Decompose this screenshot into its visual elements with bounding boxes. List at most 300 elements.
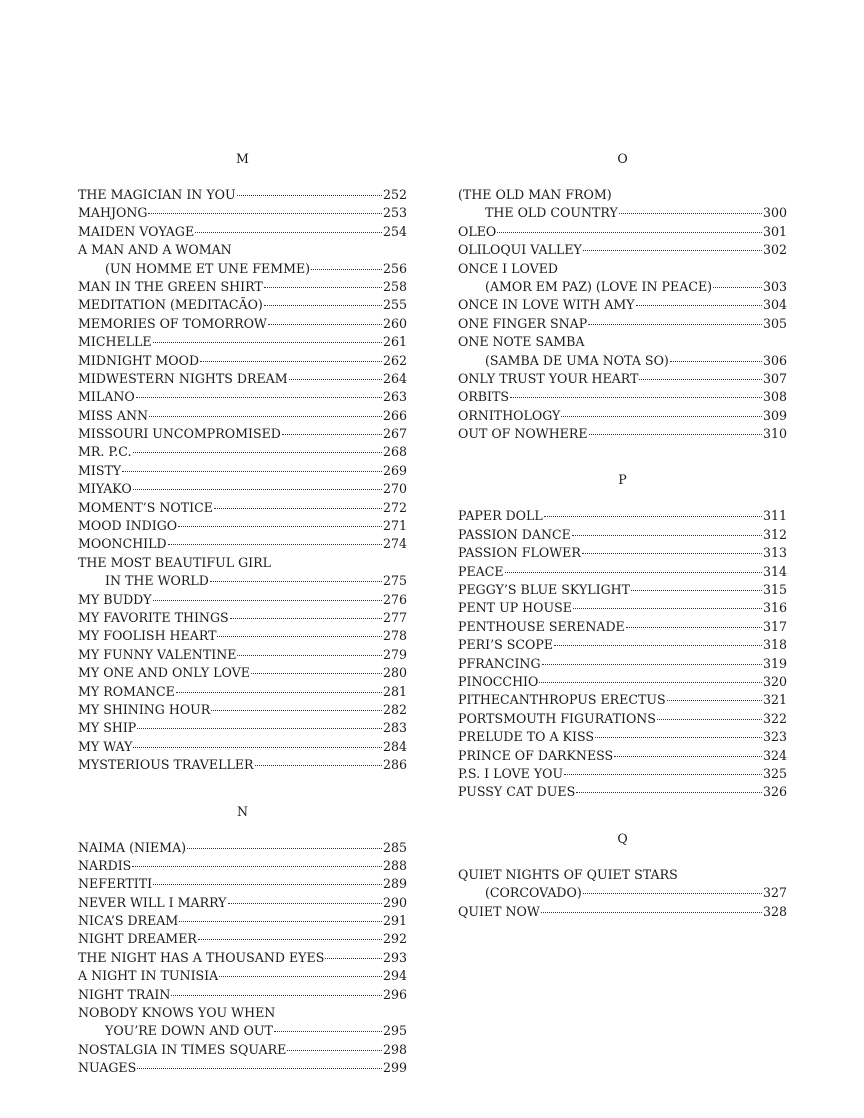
index-entry <box>458 783 787 801</box>
entry-line <box>78 857 407 875</box>
entry-page-number: 324 <box>762 747 787 763</box>
entry-page-number: 289 <box>382 876 407 892</box>
entry-page-number: 258 <box>382 278 407 294</box>
dot-leader <box>582 553 762 554</box>
index-entry <box>78 535 407 553</box>
entry-title: QUIET NOW <box>458 903 540 919</box>
index-entry <box>458 599 787 617</box>
entry-line <box>458 223 787 241</box>
entry-line <box>78 664 407 682</box>
entry-page-number: 288 <box>382 857 407 873</box>
entry-title: MISSOURI UNCOMPROMISED <box>78 426 281 442</box>
entry-title-continuation: (CORCOVADO) <box>485 885 582 901</box>
dot-leader <box>251 673 382 674</box>
entry-title: PASSION FLOWER <box>458 545 581 561</box>
dot-leader <box>237 655 382 656</box>
index-entry <box>78 738 407 756</box>
entry-title: MR. P.C. <box>78 444 132 460</box>
entry-title: A NIGHT IN TUNISIA <box>78 968 219 984</box>
entry-line <box>78 223 407 241</box>
index-entry <box>458 315 787 333</box>
entry-line <box>78 875 407 893</box>
entry-title: NEVER WILL I MARRY <box>78 894 227 910</box>
entry-title-continuation: (AMOR EM PAZ) (LOVE IN PEACE) <box>485 278 713 294</box>
index-entry <box>458 425 787 443</box>
index-entry <box>78 591 407 609</box>
entry-page-number: 304 <box>762 297 787 313</box>
entry-title-continuation: (UN HOMME ET UNE FEMME) <box>105 260 311 276</box>
entry-title: PRINCE OF DARKNESS <box>458 747 614 763</box>
index-entry <box>458 241 787 259</box>
dot-leader <box>287 1050 382 1051</box>
dot-leader <box>657 719 762 720</box>
index-entry <box>458 728 787 746</box>
entry-line <box>78 1022 407 1040</box>
entry-page-number: 301 <box>762 223 787 239</box>
dot-leader <box>198 939 382 940</box>
entry-title: MICHELLE <box>78 334 152 350</box>
entry-line <box>458 691 787 709</box>
entry-page-number: 292 <box>382 931 407 947</box>
entry-page-number: 308 <box>762 389 787 405</box>
entry-line <box>78 683 407 701</box>
entry-page-number: 275 <box>382 573 407 589</box>
index-section-o <box>458 150 787 443</box>
dot-leader <box>268 324 382 325</box>
index-entry <box>78 967 407 985</box>
entry-line <box>78 719 407 737</box>
entry-title: NIGHT DREAMER <box>78 931 197 947</box>
entry-page-number: 326 <box>762 784 787 800</box>
index-entry <box>78 986 407 1004</box>
entry-title: NAIMA (NIEMA) <box>78 839 187 855</box>
dot-leader <box>576 792 762 793</box>
entry-line <box>78 646 407 664</box>
entry-title: MIDWESTERN NIGHTS DREAM <box>78 370 288 386</box>
entry-line <box>78 480 407 498</box>
entry-line <box>458 636 787 654</box>
dot-leader <box>667 700 762 701</box>
entry-title: NOSTALGIA IN TIMES SQUARE <box>78 1041 287 1057</box>
entry-page-number: 269 <box>382 462 407 478</box>
entry-line <box>78 591 407 609</box>
entry-line <box>458 296 787 314</box>
section-letter-heading: Q <box>617 830 628 846</box>
dot-leader <box>211 710 382 711</box>
entry-title: MISTY <box>78 462 122 478</box>
entry-page-number: 290 <box>382 894 407 910</box>
dot-leader <box>554 645 762 646</box>
entry-page-number: 318 <box>762 637 787 653</box>
entry-line <box>78 425 407 443</box>
entry-page-number: 300 <box>762 205 787 221</box>
dot-leader <box>179 921 382 922</box>
entry-title: A MAN AND A WOMAN <box>78 242 232 258</box>
dot-leader <box>214 508 382 509</box>
index-entry <box>78 223 407 241</box>
entry-title-continuation: THE OLD COUNTRY <box>485 205 618 221</box>
entry-page-number: 325 <box>762 765 787 781</box>
entry-page-number: 256 <box>382 260 407 276</box>
index-entry <box>458 765 787 783</box>
index-entry <box>78 388 407 406</box>
entry-title: MY WAY <box>78 738 133 754</box>
entry-title: PERI’S SCOPE <box>458 637 554 653</box>
index-entry <box>78 517 407 535</box>
entry-line <box>78 296 407 314</box>
dot-leader <box>636 305 762 306</box>
entry-title: MYSTERIOUS TRAVELLER <box>78 757 254 773</box>
entry-page-number: 281 <box>382 683 407 699</box>
entry-list <box>78 186 407 775</box>
entry-line <box>78 204 407 222</box>
dot-leader <box>171 995 382 996</box>
entry-line <box>458 507 787 525</box>
entry-title: MEMORIES OF TOMORROW <box>78 315 267 331</box>
index-entry <box>458 260 787 297</box>
entry-title: ORBITS <box>458 389 510 405</box>
entry-title: PENT UP HOUSE <box>458 600 572 616</box>
index-entry <box>78 609 407 627</box>
entry-line <box>458 581 787 599</box>
index-entry <box>78 443 407 461</box>
dot-leader <box>619 213 762 214</box>
entry-line <box>458 563 787 581</box>
entry-title: OLILOQUI VALLEY <box>458 242 582 258</box>
entry-line <box>458 599 787 617</box>
index-entry <box>458 388 787 406</box>
entry-page-number: 302 <box>762 242 787 258</box>
index-entry <box>458 618 787 636</box>
dot-leader <box>153 600 382 601</box>
entry-title: OLEO <box>458 223 497 239</box>
entry-title: PITHECANTHROPUS ERECTUS <box>458 692 666 708</box>
dot-leader <box>713 287 762 288</box>
entry-page-number: 283 <box>382 720 407 736</box>
index-entry <box>78 499 407 517</box>
dot-leader <box>544 516 762 517</box>
index-entry <box>78 204 407 222</box>
dot-leader <box>282 434 382 435</box>
entry-line <box>458 728 787 746</box>
entry-title: MILANO <box>78 389 135 405</box>
entry-title-continuation: YOU’RE DOWN AND OUT <box>105 1023 273 1039</box>
entry-title: MY BUDDY <box>78 591 152 607</box>
index-entry <box>78 296 407 314</box>
entry-page-number: 286 <box>382 757 407 773</box>
dot-leader <box>539 682 762 683</box>
entry-line <box>458 655 787 673</box>
entry-page-number: 260 <box>382 315 407 331</box>
entry-page-number: 252 <box>382 187 407 202</box>
entry-page-number: 253 <box>382 205 407 221</box>
entry-page-number: 271 <box>382 518 407 534</box>
index-entry <box>458 370 787 388</box>
entry-title: MAHJONG <box>78 205 148 221</box>
index-entry <box>458 581 787 599</box>
index-entry <box>78 930 407 948</box>
index-entry <box>78 701 407 719</box>
index-entry <box>78 278 407 296</box>
entry-line <box>78 517 407 535</box>
entry-title: MOONCHILD <box>78 536 167 552</box>
dot-leader <box>588 324 762 325</box>
entry-page-number: 268 <box>382 444 407 460</box>
index-entry <box>78 912 407 930</box>
index-entry <box>458 223 787 241</box>
entry-title: MY FAVORITE THINGS <box>78 609 229 625</box>
entry-title: QUIET NIGHTS OF QUIET STARS <box>458 866 678 882</box>
entry-title: NOBODY KNOWS YOU WHEN <box>78 1005 276 1021</box>
entry-title-continuation: (SAMBA DE UMA NOTA SO) <box>485 352 669 368</box>
dot-leader <box>133 489 382 490</box>
index-entry <box>458 507 787 525</box>
entry-title: MY SHIP <box>78 720 137 736</box>
entry-line <box>78 572 407 590</box>
entry-page-number: 274 <box>382 536 407 552</box>
entry-line <box>78 186 407 204</box>
index-entry <box>458 655 787 673</box>
entry-page-number: 316 <box>762 600 787 616</box>
dot-leader <box>264 287 382 288</box>
entry-page-number: 303 <box>762 278 787 294</box>
entry-page-number: 261 <box>382 334 407 350</box>
index-entry <box>458 903 787 921</box>
entry-line <box>78 930 407 948</box>
entry-title: MY ROMANCE <box>78 683 175 699</box>
entry-line <box>458 544 787 562</box>
index-entry <box>78 894 407 912</box>
entry-page-number: 309 <box>762 407 787 423</box>
index-entry <box>78 554 407 591</box>
entry-line <box>78 315 407 333</box>
entry-page-number: 262 <box>382 352 407 368</box>
index-entry <box>78 241 407 278</box>
dot-leader <box>228 903 382 904</box>
entry-page-number: 323 <box>762 729 787 745</box>
entry-title: MAIDEN VOYAGE <box>78 223 195 239</box>
entry-title: PEGGY’S BLUE SKYLIGHT <box>458 582 631 598</box>
entry-line <box>458 710 787 728</box>
index-entry <box>78 407 407 425</box>
dot-leader <box>149 416 382 417</box>
entry-line <box>78 912 407 930</box>
entry-page-number: 272 <box>382 499 407 515</box>
entry-line <box>458 278 787 296</box>
entry-title: PENTHOUSE SERENADE <box>458 618 625 634</box>
entry-page-number: 267 <box>382 426 407 442</box>
index-entry <box>78 756 407 774</box>
entry-line <box>78 1041 407 1059</box>
dot-leader <box>595 737 762 738</box>
index-entry <box>78 480 407 498</box>
entry-title: MY SHINING HOUR <box>78 701 211 717</box>
entry-title: ONLY TRUST YOUR HEART <box>458 370 639 386</box>
entry-page-number: 296 <box>382 986 407 1002</box>
entry-line <box>458 526 787 544</box>
index-entry <box>458 563 787 581</box>
entry-line <box>458 884 787 902</box>
dot-leader <box>200 361 382 362</box>
entry-line <box>78 443 407 461</box>
entry-title: (THE OLD MAN FROM) <box>458 187 612 202</box>
entry-line <box>78 260 407 278</box>
entry-page-number: 255 <box>382 297 407 313</box>
entry-line <box>78 278 407 296</box>
dot-leader <box>639 379 762 380</box>
dot-leader <box>168 544 382 545</box>
entry-line <box>78 352 407 370</box>
entry-title: PEACE <box>458 563 504 579</box>
index-entry <box>78 646 407 664</box>
dot-leader <box>195 232 382 233</box>
index-entry <box>458 747 787 765</box>
entry-title: PORTSMOUTH FIGURATIONS <box>458 710 656 726</box>
index-entry <box>458 691 787 709</box>
dot-leader <box>176 692 382 693</box>
index-entry <box>458 636 787 654</box>
entry-page-number: 328 <box>762 903 787 919</box>
entry-page-number: 319 <box>762 655 787 671</box>
entry-line <box>458 747 787 765</box>
dot-leader <box>210 581 382 582</box>
section-letter-heading: P <box>618 472 627 488</box>
entry-line <box>458 204 787 222</box>
dot-leader <box>132 866 382 867</box>
index-entry <box>458 710 787 728</box>
index-entry <box>78 370 407 388</box>
entry-line <box>458 352 787 370</box>
dot-leader <box>136 397 382 398</box>
dot-leader <box>325 958 382 959</box>
entry-title: THE NIGHT HAS A THOUSAND EYES <box>78 949 325 965</box>
entry-line <box>78 462 407 480</box>
dot-leader <box>237 195 382 196</box>
dot-leader <box>510 397 762 398</box>
dot-leader <box>148 213 382 214</box>
entry-page-number: 312 <box>762 526 787 542</box>
right-column <box>458 150 787 949</box>
entry-line <box>78 1059 407 1077</box>
index-section-q <box>458 830 787 921</box>
index-entry <box>458 186 787 223</box>
entry-list <box>458 866 787 921</box>
entry-title-continuation: IN THE WORLD <box>105 573 209 589</box>
entry-page-number: 314 <box>762 563 787 579</box>
dot-leader <box>187 848 382 849</box>
entry-line <box>78 609 407 627</box>
entry-page-number: 278 <box>382 628 407 644</box>
entry-title: OUT OF NOWHERE <box>458 426 588 442</box>
entry-line <box>78 627 407 645</box>
index-entry <box>78 315 407 333</box>
entry-title: NEFERTITI <box>78 876 153 892</box>
entry-page-number: 276 <box>382 591 407 607</box>
dot-leader <box>670 361 762 362</box>
entry-page-number: 322 <box>762 710 787 726</box>
entry-line <box>78 333 407 351</box>
entry-line <box>78 370 407 388</box>
index-entry <box>78 627 407 645</box>
index-entry <box>458 333 787 370</box>
dot-leader <box>631 590 762 591</box>
entry-page-number: 294 <box>382 968 407 984</box>
entry-page-number: 270 <box>382 481 407 497</box>
section-letter-heading: M <box>236 151 249 166</box>
entry-page-number: 317 <box>762 618 787 634</box>
entry-title: NUAGES <box>78 1060 137 1076</box>
entry-line <box>78 839 407 857</box>
entry-line <box>78 738 407 756</box>
entry-line <box>458 673 787 691</box>
dot-leader <box>561 416 762 417</box>
entry-title: MY FUNNY VALENTINE <box>78 646 237 662</box>
dot-leader <box>153 884 382 885</box>
index-entry <box>458 544 787 562</box>
entry-title: MOMENT’S NOTICE <box>78 499 213 515</box>
dot-leader <box>572 535 762 536</box>
entry-page-number: 266 <box>382 407 407 423</box>
entry-title: NIGHT TRAIN <box>78 986 171 1002</box>
index-entry <box>458 296 787 314</box>
entry-line <box>458 315 787 333</box>
dot-leader <box>122 471 382 472</box>
entry-page-number: 282 <box>382 701 407 717</box>
index-entry <box>78 949 407 967</box>
entry-page-number: 263 <box>382 389 407 405</box>
dot-leader <box>505 572 762 573</box>
entry-page-number: 313 <box>762 545 787 561</box>
entry-title: MY FOOLISH HEART <box>78 628 217 644</box>
section-letter-heading: N <box>236 803 249 819</box>
entry-page-number: 306 <box>762 352 787 368</box>
entry-title: ONE NOTE SAMBA <box>458 334 585 350</box>
entry-line <box>78 986 407 1004</box>
entry-title: ONE FINGER SNAP <box>458 315 588 331</box>
dot-leader <box>230 618 382 619</box>
entry-line <box>458 407 787 425</box>
entry-page-number: 280 <box>382 665 407 681</box>
dot-leader <box>497 232 762 233</box>
entry-list <box>458 186 787 443</box>
entry-page-number: 285 <box>382 839 407 855</box>
dot-leader <box>264 305 382 306</box>
entry-page-number: 320 <box>762 673 787 689</box>
entry-page-number: 293 <box>382 949 407 965</box>
entry-line <box>458 388 787 406</box>
dot-leader <box>153 342 382 343</box>
index-entry <box>78 683 407 701</box>
index-entry <box>78 719 407 737</box>
entry-title: PUSSY CAT DUES <box>458 784 576 800</box>
index-entry <box>458 407 787 425</box>
index-entry <box>78 352 407 370</box>
dot-leader <box>137 728 382 729</box>
entry-page-number: 311 <box>762 508 787 524</box>
section-letter-heading: O <box>617 151 628 166</box>
entry-page-number: 310 <box>762 426 787 442</box>
entry-line <box>458 241 787 259</box>
entry-title: ONCE IN LOVE WITH AMY <box>458 297 635 313</box>
entry-title: PAPER DOLL <box>458 508 543 524</box>
entry-line <box>78 756 407 774</box>
entry-title: ORNITHOLOGY <box>458 407 561 423</box>
entry-line <box>78 894 407 912</box>
entry-line <box>78 701 407 719</box>
entry-line <box>78 967 407 985</box>
entry-title: THE MOST BEAUTIFUL GIRL <box>78 554 271 570</box>
entry-line <box>458 903 787 921</box>
